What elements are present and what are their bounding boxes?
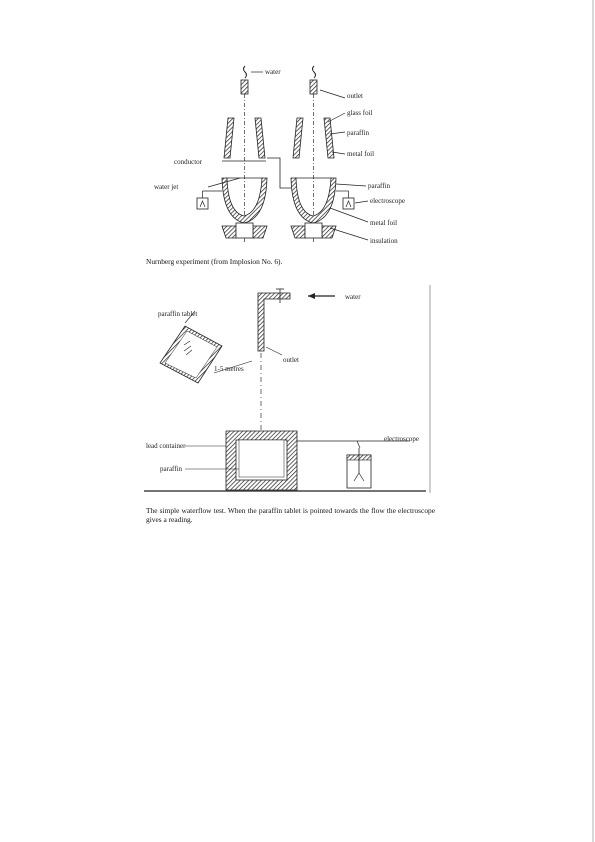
fig1-label-paraffin-bottom: paraffin	[368, 182, 391, 190]
fig2-label-paraffin-tablet: paraffin tablet	[158, 310, 198, 318]
fig2-label-paraffin: paraffin	[160, 465, 183, 473]
fig1-label-outlet: outlet	[347, 92, 363, 100]
fig1-label-paraffin-top: paraffin	[347, 129, 370, 137]
fig1-label-water: water	[265, 68, 281, 76]
fig2-label-distance: 1-5 metres	[214, 365, 244, 373]
nurnberg-experiment-diagram	[140, 58, 440, 253]
figure1-caption: Nurnberg experiment (from Implosion No. 6).	[146, 257, 283, 266]
fig2-label-outlet: outlet	[283, 356, 299, 364]
fig1-label-metal-foil-top: metal foil	[347, 150, 375, 158]
fig2-label-lead-container: lead container	[146, 442, 186, 450]
fig2-label-water: water	[345, 293, 361, 301]
fig2-label-electroscope: electroscope	[384, 435, 419, 443]
fig1-label-water-jet: water jet	[154, 183, 179, 191]
page-edge	[592, 0, 594, 842]
waterflow-test-diagram	[140, 283, 435, 495]
fig1-label-electroscope: electroscope	[370, 197, 405, 205]
fig1-label-metal-foil-bottom: metal foil	[370, 219, 398, 227]
fig1-label-glass-foil: glass foil	[347, 109, 373, 117]
figure2-caption: The simple waterflow test. When the paraffin tablet is pointed towards the flow the electroscope gives a reading.	[146, 506, 435, 524]
fig1-label-insulation: insulation	[370, 237, 398, 245]
lead-container	[226, 431, 297, 490]
fig1-label-conductor: conductor	[174, 158, 202, 166]
